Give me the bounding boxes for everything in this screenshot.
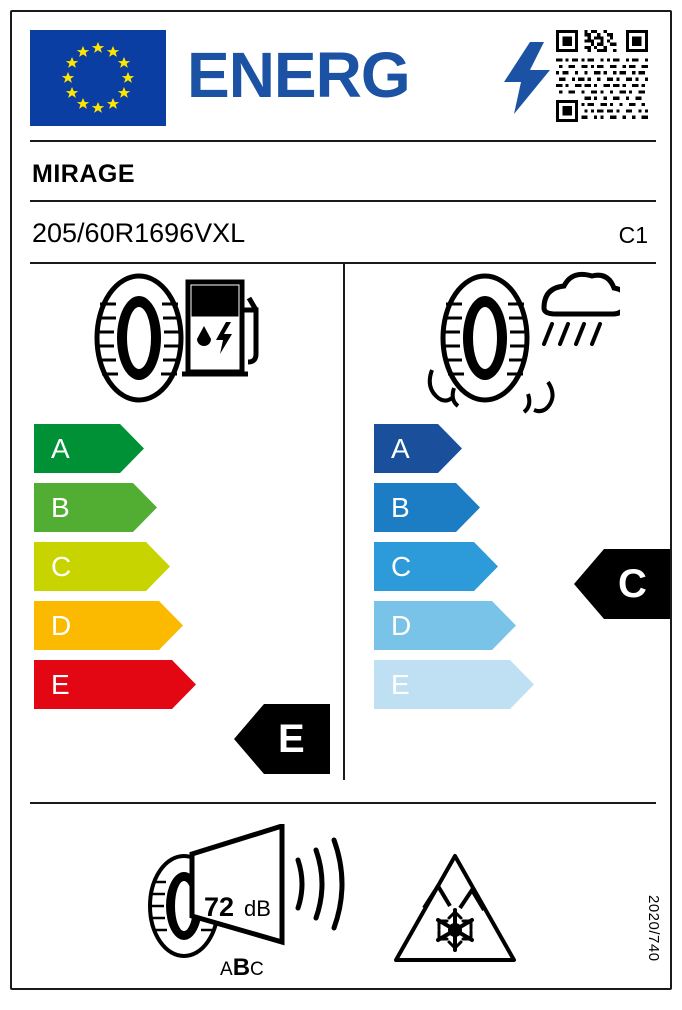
wet-grade-a	[374, 424, 554, 473]
fuel-grade-letter: D	[51, 609, 72, 641]
wet-grade-letter: A	[391, 432, 410, 464]
wet-grip-rating-badge	[574, 549, 670, 619]
divider-brand	[30, 200, 656, 202]
fuel-efficiency-pictogram	[84, 270, 274, 410]
brand-name: MIRAGE	[32, 160, 135, 188]
fuel-grade-letter: E	[51, 668, 70, 700]
page-title: ENERG	[187, 39, 410, 111]
fuel-grade-letter: A	[51, 432, 70, 464]
noise-class-c: C	[250, 959, 264, 980]
noise-class-a: A	[220, 959, 233, 980]
fuel-grade-e	[34, 660, 214, 709]
divider-bottom	[30, 802, 656, 804]
speaker-icon	[192, 826, 342, 942]
wet-grade-b	[374, 483, 554, 532]
section-divider	[343, 264, 345, 780]
label-header	[12, 12, 670, 124]
tyre-icon	[97, 276, 181, 400]
label-date-code: 2020/740	[645, 895, 662, 962]
qr-code-icon	[556, 30, 648, 122]
tyre-energy-label	[10, 10, 672, 990]
wet-grip-grade-scale	[374, 424, 554, 719]
fuel-drop-icon	[197, 322, 232, 354]
noise-value: 72	[204, 892, 235, 922]
tyre-class: C1	[618, 222, 648, 248]
fuel-grade-b	[34, 483, 214, 532]
fuel-grade-a	[34, 424, 214, 473]
wet-grip-pictogram	[420, 270, 620, 420]
wet-grade-letter: B	[391, 491, 410, 523]
tyre-icon	[443, 276, 527, 400]
divider-top	[30, 140, 656, 142]
fuel-grade-scale	[34, 424, 214, 719]
fuel-rating-badge	[234, 704, 330, 774]
wet-grade-letter: D	[391, 609, 412, 641]
noise-class-scale	[220, 954, 264, 982]
rain-cloud-icon	[544, 274, 620, 344]
wet-grade-e	[374, 660, 554, 709]
noise-unit: dB	[244, 896, 271, 921]
eu-flag-icon	[30, 30, 166, 126]
wet-grade-letter: C	[391, 550, 412, 582]
fuel-pump-icon	[182, 282, 256, 374]
fuel-grade-d	[34, 601, 214, 650]
fuel-rating-value: E	[278, 717, 305, 761]
snow-grip-pictogram	[390, 850, 520, 973]
wet-grip-rating-value: C	[618, 562, 647, 606]
wet-grade-letter: E	[391, 668, 410, 700]
noise-class-b: B	[232, 954, 251, 981]
fuel-grade-c	[34, 542, 214, 591]
eu-flag-stars	[30, 30, 166, 126]
lightning-bolt-icon	[504, 42, 550, 119]
fuel-grade-letter: C	[51, 550, 72, 582]
tyre-size: 205/60R1696VXL	[32, 218, 246, 248]
fuel-grade-letter: B	[51, 491, 70, 523]
wet-grade-d	[374, 601, 554, 650]
three-peak-mountain-snowflake-icon	[390, 850, 520, 968]
wet-grade-c	[374, 542, 554, 591]
